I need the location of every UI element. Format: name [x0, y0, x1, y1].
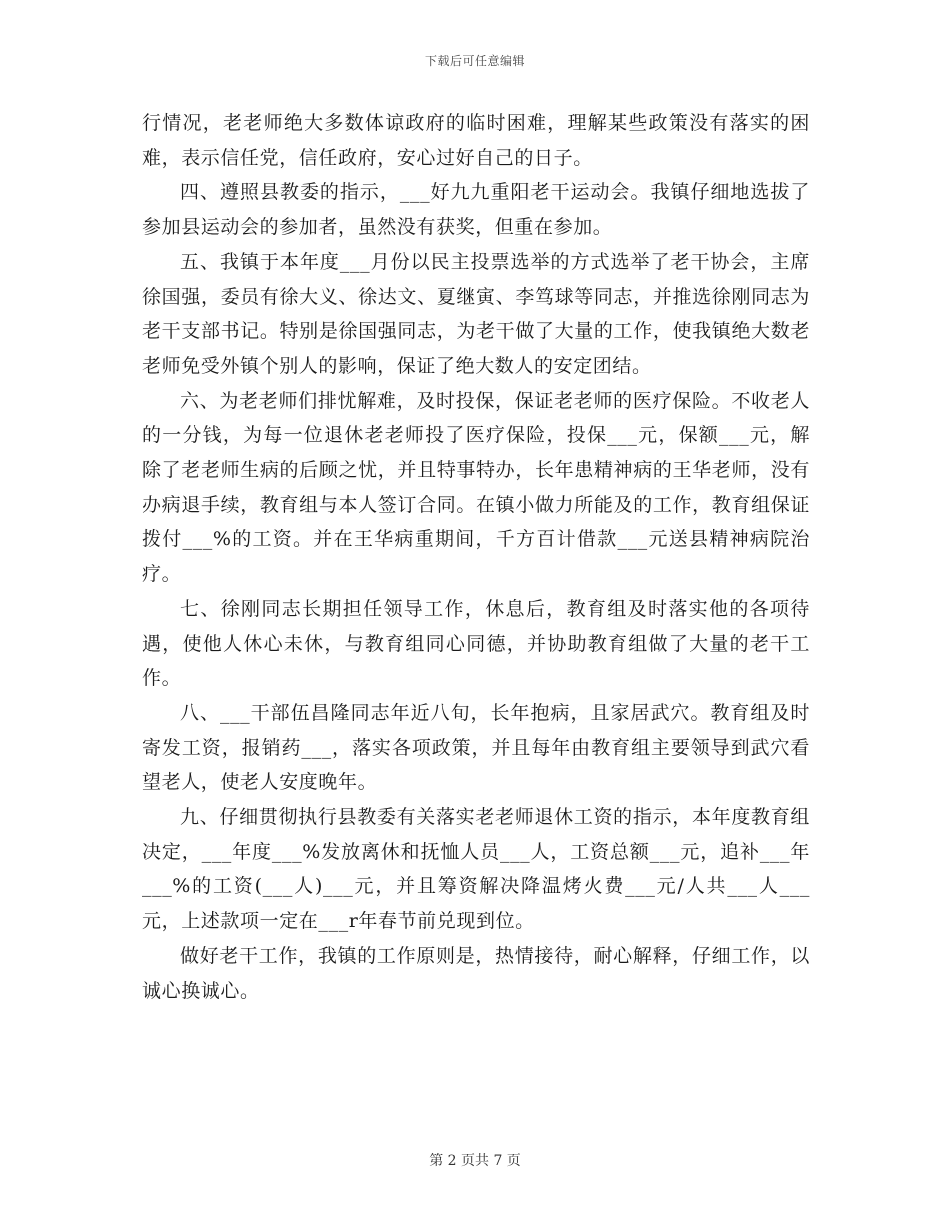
paragraph-item-8: 八、___干部伍昌隆同志年近八旬，长年抱病，且家居武穴。教育组及时寄发工资，报销药___，落实各项政策，并且每年由教育组主要领导到武穴看望老人，使老人安度晚年。 [142, 701, 810, 794]
paragraph-item-7: 七、徐刚同志长期担任领导工作，休息后，教育组及时落实他的各项待遇，使他人休心未休，与教育组同心同德，并协助教育组做了大量的老干工作。 [142, 597, 810, 690]
paragraph-conclusion: 做好老干工作，我镇的工作原则是，热情接待，耐心解释，仔细工作，以诚心换诚心。 [142, 944, 810, 1002]
document-body [142, 106, 810, 1008]
page-header: 下载后可任意编辑 [424, 54, 525, 68]
paragraph-item-6: 六、为老老师们排忧解难，及时投保，保证老老师的医疗保险。不收老人的一分钱，为每一位退休老老师投了医疗保险，投保___元，保额___元，解除了老老师生病的后顾之忧，并且特事特办，长年患精神病的王华老师，没有办病退手续，教育组与本人签订合同。在镇小做力所能及的工作，教育组保证拨付___%的工资。并在王华病重期间，千方百计借款___元送县精神病院治疗。 [142, 389, 810, 586]
paragraph-item-4: 四、遵照县教委的指示，___好九九重阳老干运动会。我镇仔细地选拔了参加县运动会的参加者，虽然没有获奖，但重在参加。 [142, 181, 810, 239]
paragraph-item-5: 五、我镇于本年度___月份以民主投票选举的方式选举了老干协会，主席徐国强，委员有徐大义、徐达文、夏继寅、李笃球等同志，并推选徐刚同志为老干支部书记。特别是徐国强同志，为老干做了大量的工作，使我镇绝大数老老师免受外镇个别人的影响，保证了绝大数人的安定团结。 [142, 250, 810, 377]
paragraph-item-9: 九、仔细贯彻执行县教委有关落实老老师退休工资的指示，本年度教育组决定，___年度___%发放离休和抚恤人员___人，工资总额___元，追补___年___%的工资(___人)___元，并且筹资解决降温烤火费___元/人共___人___元，上述款项一定在___r年春节前兑现到位。 [142, 806, 810, 933]
paragraph-continuation: 行情况，老老师绝大多数体谅政府的临时困难，理解某些政策没有落实的困难，表示信任党，信任政府，安心过好自己的日子。 [142, 112, 810, 169]
page-number-footer: 第 2 页共 7 页 [429, 1153, 521, 1169]
